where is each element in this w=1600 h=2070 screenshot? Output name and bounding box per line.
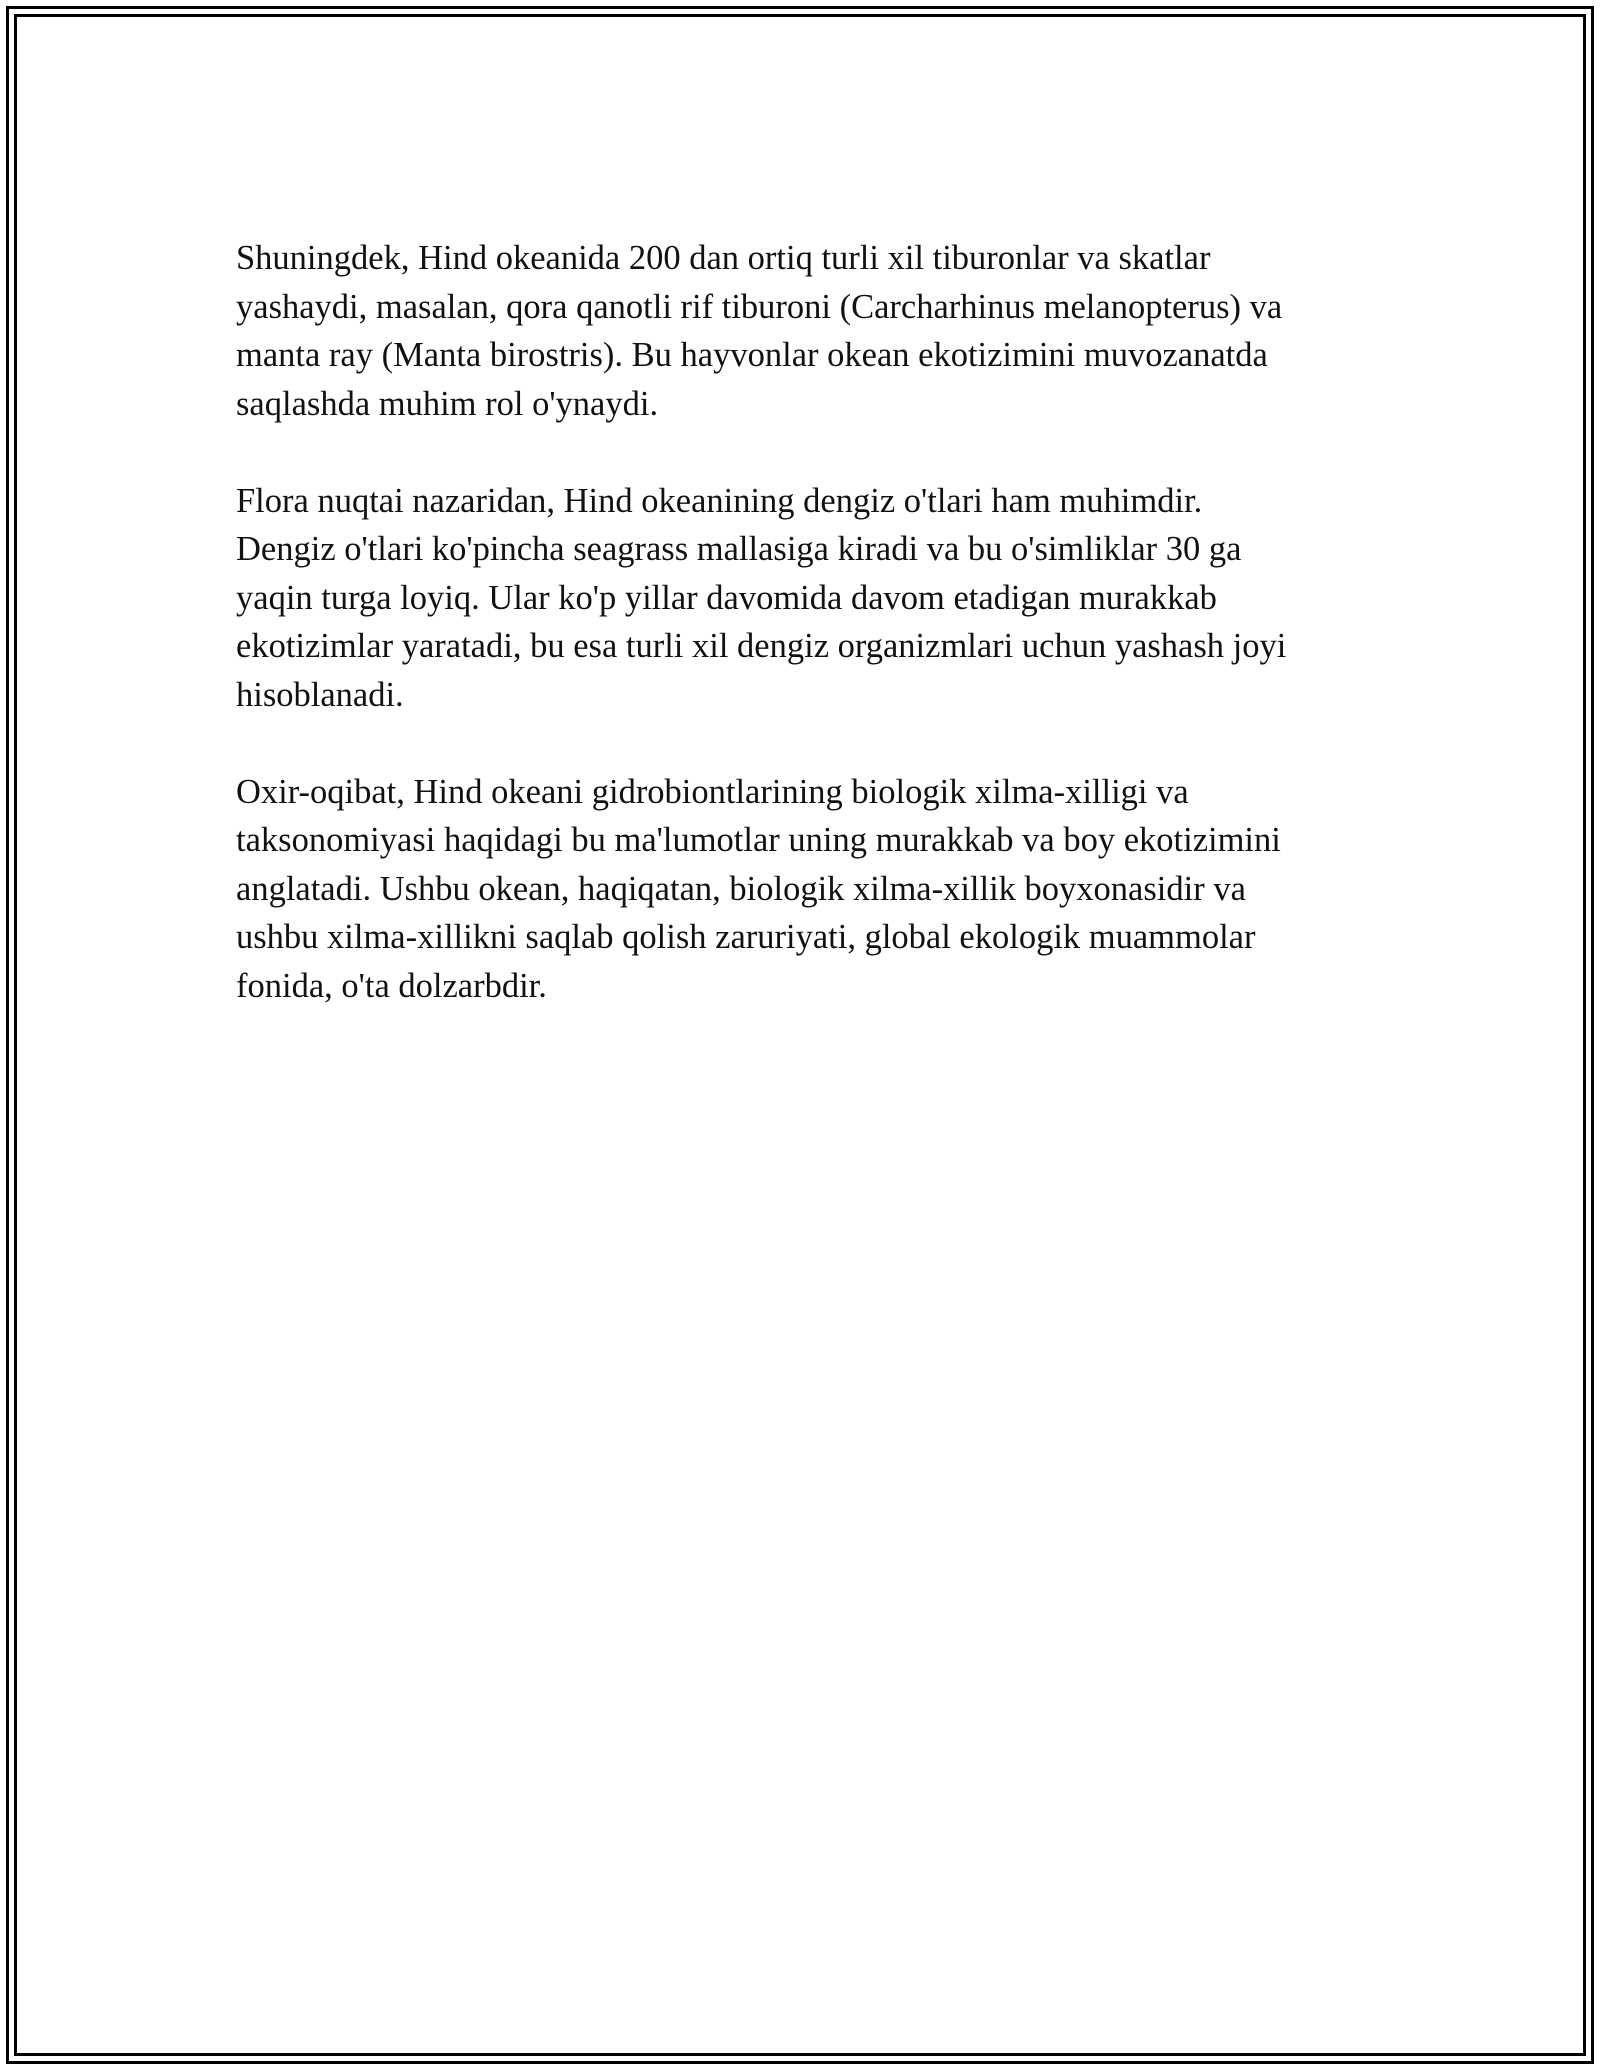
paragraph-conclusion: Oxir-oqibat, Hind okeani gidrobiontlarining biologik xilma-xilligi va taksonomiyasi haqidagi bu ma'lumotlar uning murakkab va boy ekotizimini anglatadi. Ushbu okean, haqiqatan, biologik xilma-xillik boyxonasidir va ushbu xilma-xillikni saqlab qolish zaruriyati, global ekologik muammolar fonida, o'ta dolzarbdir. (236, 772, 1281, 1005)
paragraph-flora-seagrass: Flora nuqtai nazaridan, Hind okeanining dengiz o'tlari ham muhimdir. Dengiz o'tlari ko'pincha seagrass mallasiga kiradi va bu o'simliklar 30 ga yaqin turga loyiq. Ular ko'p yillar davomida davom etadigan murakkab ekotizimlar yaratadi, bu esa turli xil dengiz organizmlari uchun yashash joyi hisoblanadi. (236, 481, 1287, 714)
document-body (236, 234, 1366, 1059)
paragraph-sharks-and-rays: Shuningdek, Hind okeanida 200 dan ortiq turli xil tiburonlar va skatlar yashaydi, masalan, qora qanotli rif tiburoni (Carcharhinus melanopterus) va manta ray (Manta birostris). Bu hayvonlar okean ekotizimini muvozanatda saqlashda muhim rol o'ynaydi. (236, 239, 1283, 423)
